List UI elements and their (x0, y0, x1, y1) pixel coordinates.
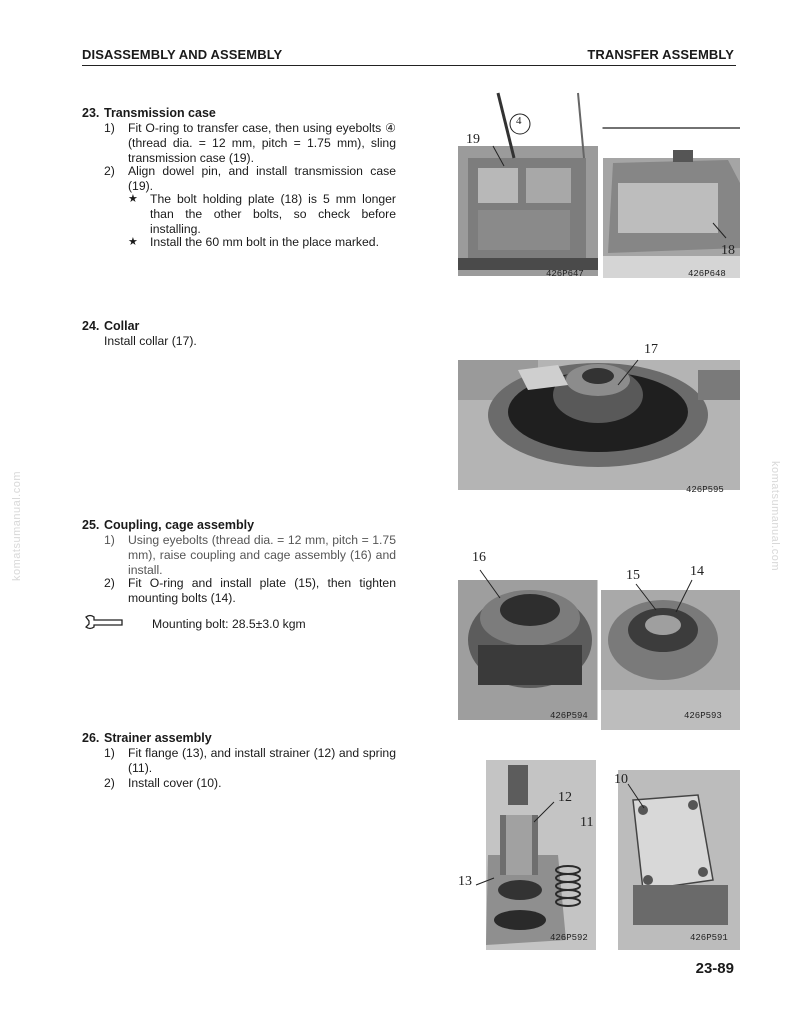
step-number: 1) (104, 746, 115, 760)
figure-code: 426P647 (546, 269, 584, 279)
section-number: 24. (82, 319, 100, 333)
step-text: Fit flange (13), and install strainer (12) and spring (11). (128, 746, 396, 775)
section-24-heading (82, 319, 139, 333)
section-title: Transmission case (104, 106, 216, 120)
figure-code: 426P592 (550, 933, 588, 943)
note-text: Install the 60 mm bolt in the place marked. (150, 235, 379, 249)
callout-label: 18 (721, 243, 735, 258)
step-text: Fit O-ring to transfer case, then using eyebolts ④ (thread dia. = 12 mm, pitch = 1.75 mm), sling transmission case (19). (128, 121, 396, 165)
section-26-step-2 (104, 776, 396, 791)
section-25-heading (82, 518, 254, 532)
callout-label: 12 (558, 790, 572, 805)
section-23-note-2 (128, 235, 396, 250)
section-23-step-1 (104, 121, 396, 166)
torque-spec: Mounting bolt: 28.5±3.0 kgm (152, 617, 306, 631)
step-text: Fit O-ring and install plate (15), then tighten mounting bolts (14). (128, 576, 396, 605)
step-text: Align dowel pin, and install transmission case (19). (128, 164, 396, 193)
callout-label: 14 (690, 564, 704, 579)
callout-label: 13 (458, 874, 472, 889)
callout-label: 10 (614, 772, 628, 787)
callout-label: 17 (644, 342, 658, 357)
section-number: 23. (82, 106, 100, 120)
figure-code: 426P594 (550, 711, 588, 721)
section-title: Coupling, cage assembly (104, 518, 255, 532)
figure-collar (458, 340, 740, 500)
section-title: Collar (104, 319, 140, 333)
page-number: 23-89 (695, 960, 734, 977)
step-number: 2) (104, 776, 115, 790)
header-divider (82, 65, 736, 66)
callout-label: 4 (516, 115, 522, 127)
section-23-heading (82, 106, 216, 120)
section-24-text: Install collar (17). (104, 334, 197, 348)
section-25-step-1 (104, 533, 396, 578)
header-section-title: DISASSEMBLY AND ASSEMBLY (82, 47, 283, 62)
step-number: 2) (104, 576, 115, 590)
step-number: 2) (104, 164, 115, 178)
figure-strainer (458, 760, 740, 950)
header-chapter-title: TRANSFER ASSEMBLY (587, 47, 734, 62)
section-25-step-2 (104, 576, 396, 606)
figure-transmission-case (458, 88, 740, 286)
callout-label: 16 (472, 550, 486, 565)
section-23-step-2 (104, 164, 396, 194)
figure-code: 426P593 (684, 711, 722, 721)
star-icon: ★ (128, 236, 138, 248)
step-text: Install cover (10). (128, 776, 222, 790)
section-23-note-1 (128, 192, 396, 237)
figure-code: 426P648 (688, 269, 726, 279)
section-number: 26. (82, 731, 100, 745)
star-icon: ★ (128, 193, 138, 205)
section-26-heading (82, 731, 212, 745)
section-number: 25. (82, 518, 100, 532)
step-number: 1) (104, 533, 115, 547)
figure-code: 426P595 (686, 485, 724, 495)
watermark-left: komatsumanual.com (11, 471, 23, 581)
torque-wrench-icon (84, 613, 124, 631)
note-text: The bolt holding plate (18) is 5 mm longer than the other bolts, so check before installing. (150, 192, 396, 236)
callout-label: 19 (466, 132, 480, 147)
step-text: Using eyebolts (thread dia. = 12 mm, pitch = 1.75 mm), raise coupling and cage assembly (16) and install. (128, 533, 396, 577)
callout-label: 11 (580, 815, 594, 830)
callout-label: 15 (626, 568, 640, 583)
section-26-step-1 (104, 746, 396, 776)
figure-coupling-cage (458, 550, 740, 732)
step-number: 1) (104, 121, 115, 135)
section-title: Strainer assembly (104, 731, 212, 745)
watermark-right: komatsumanual.com (769, 461, 781, 571)
figure-code: 426P591 (690, 933, 728, 943)
